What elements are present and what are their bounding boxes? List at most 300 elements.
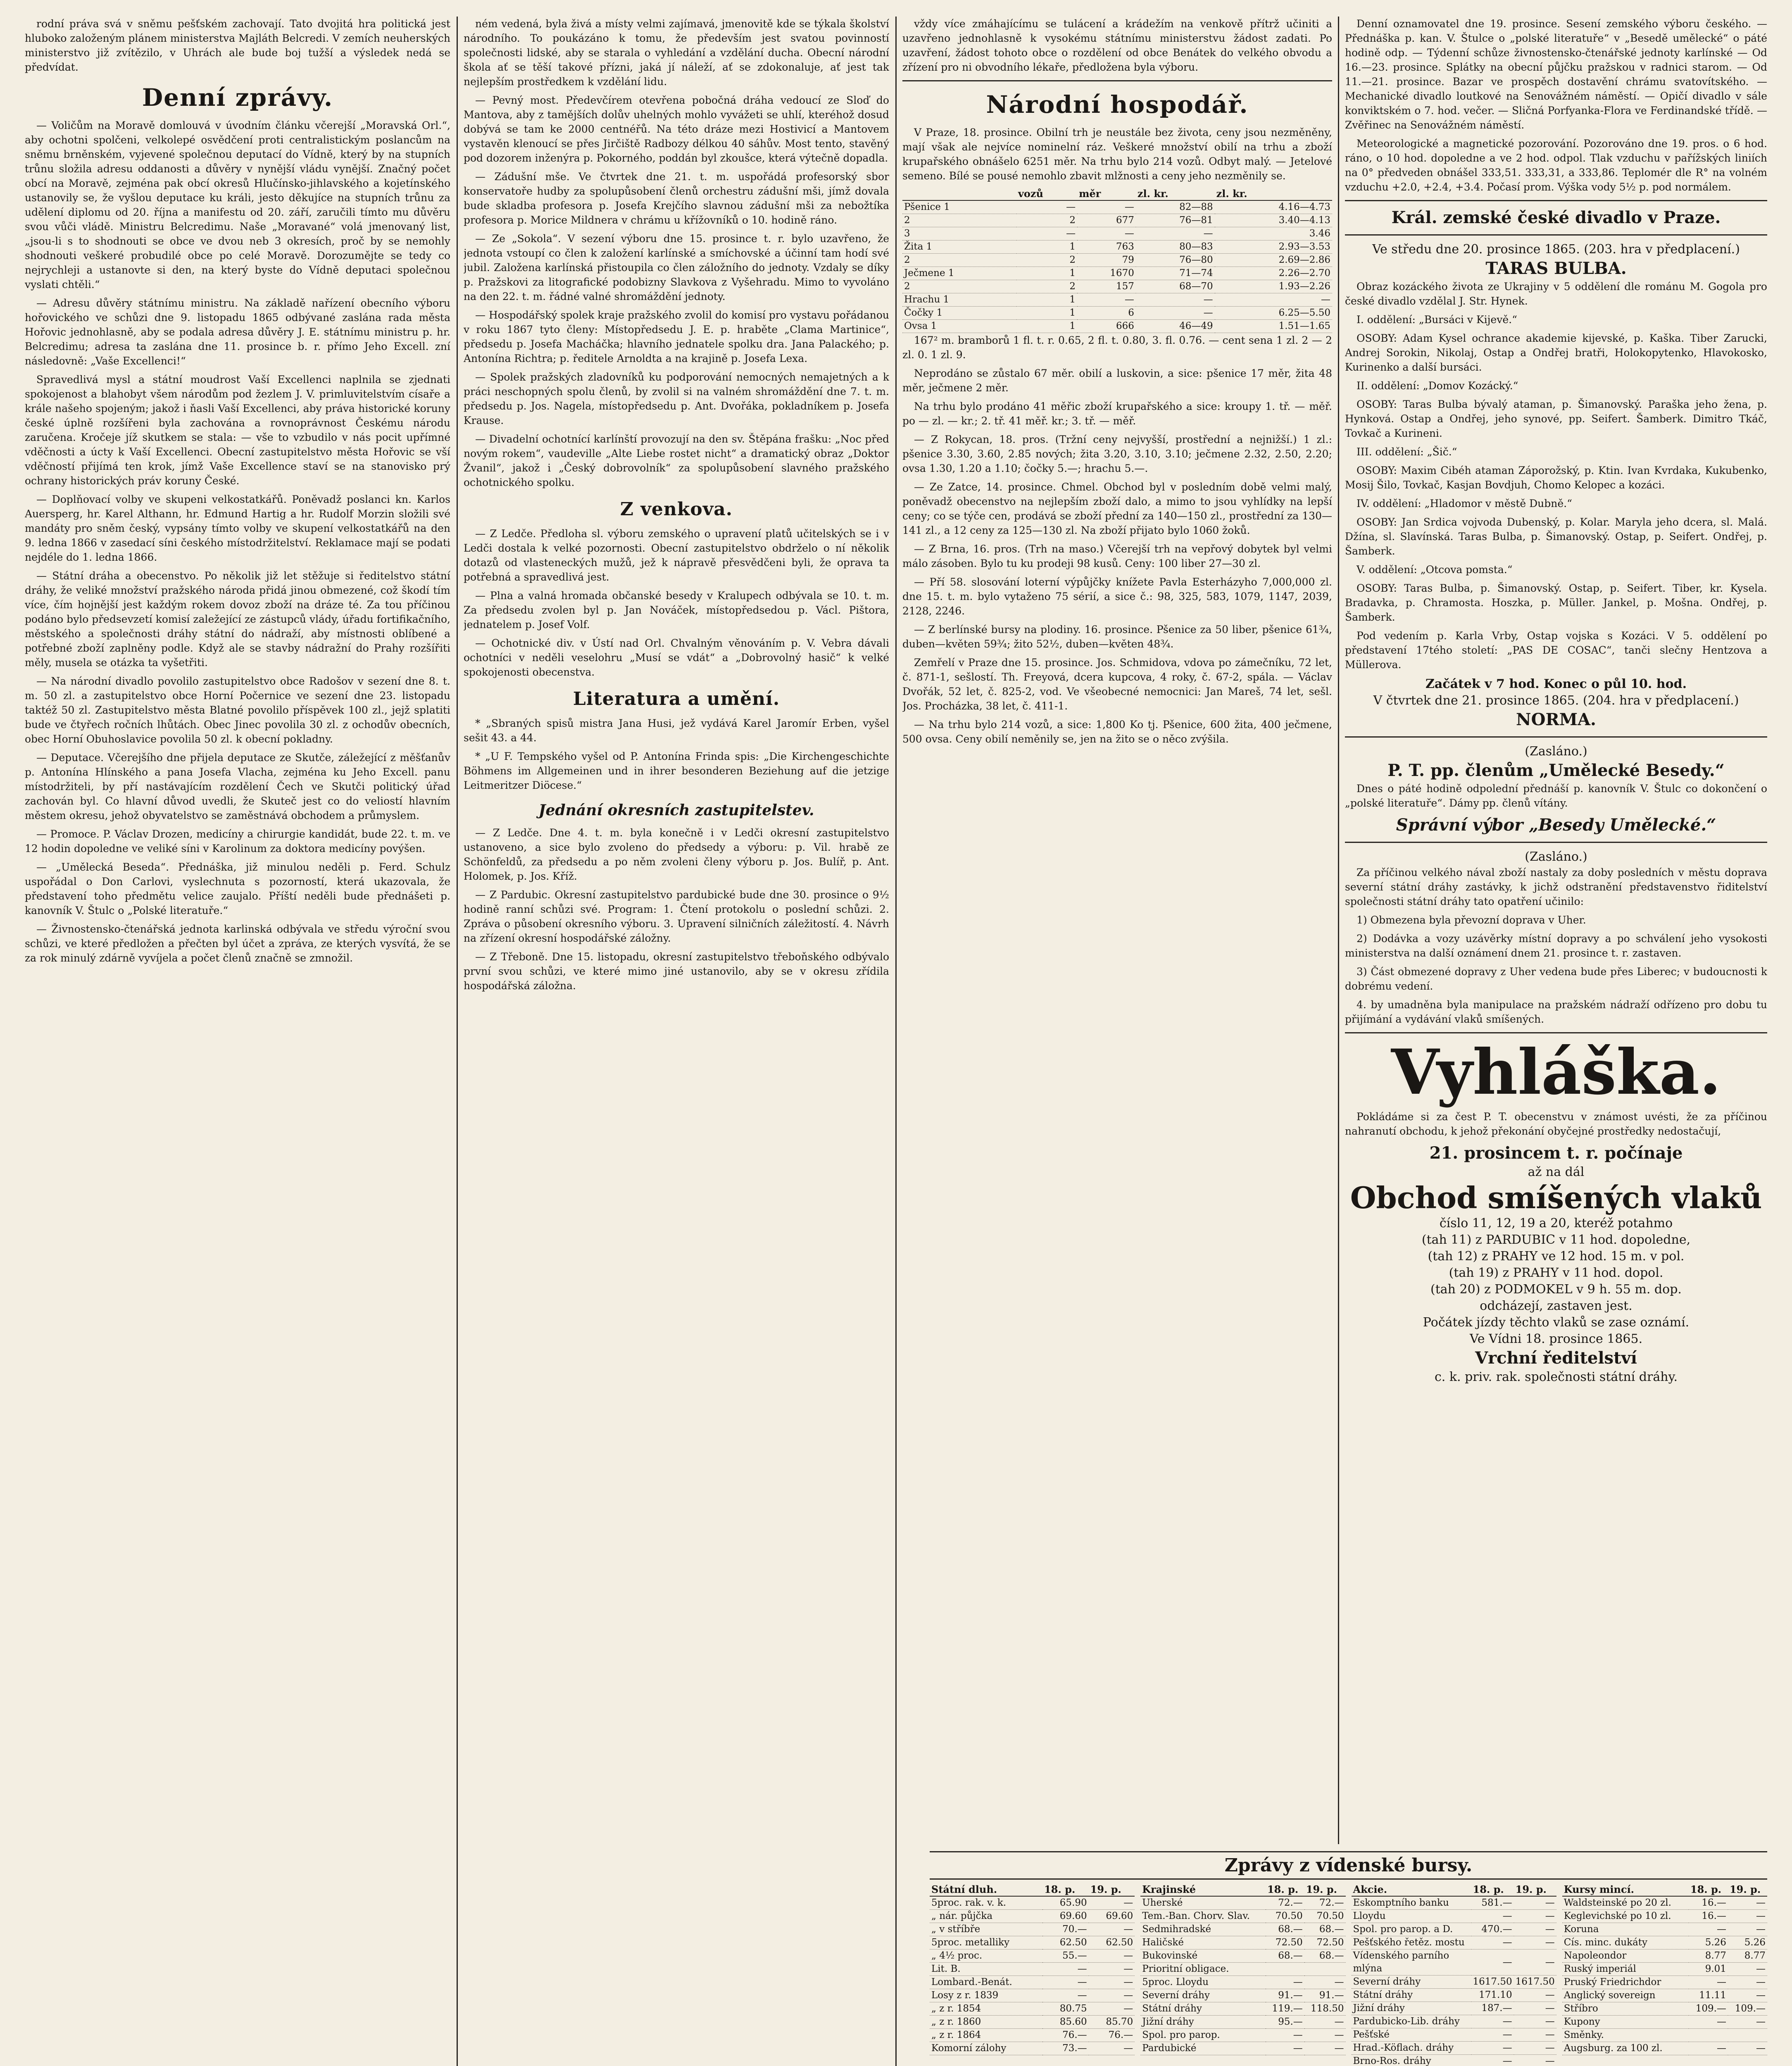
- bursa-grid: [930, 1883, 1767, 2066]
- table-row: [1140, 1989, 1345, 2002]
- theatre-section: OSOBY: Adam Kysel ochrance akademie kijevské, p. Kaška. Tiber Zarucki, Andrej Sorokin, Nikolaj, Ostap a Ondřej bratři, Holokopytenko, Hlavokosko, Kurinenko a další bursáci.: [1345, 332, 1767, 373]
- table-cell: 91.—: [1304, 1989, 1346, 2002]
- table-cell: 11.11: [1689, 1989, 1728, 2002]
- article-paragraph: * „U F. Tempského vyšel od P. Antonína Frinda spis: „Die Kirchengeschichte Böhmens im Allgemeinen und in ihrer besonderen Beziehung auf die jetzige Leitmeritzer Diöcese.“: [464, 750, 889, 791]
- table-cell: —: [1304, 2042, 1346, 2055]
- table-cell: —: [1304, 2016, 1346, 2029]
- table-cell: 70.50: [1304, 1910, 1346, 1923]
- bursa-table-body: [1352, 1896, 1556, 2066]
- table-cell: 1: [1016, 240, 1077, 254]
- table-header-cell: Krajinské: [1140, 1883, 1266, 1896]
- table-cell: —: [1514, 2028, 1556, 2042]
- table-cell: 1: [1016, 307, 1077, 320]
- table-cell: 62.50: [1089, 1936, 1135, 1949]
- theatre-title: Král. zemské české divadlo v Praze.: [1391, 208, 1721, 227]
- bursa-column-state-debt: [930, 1883, 1135, 2066]
- theatre-play: TARAS BULBA.: [1485, 259, 1627, 278]
- article-paragraph: — Pří 58. slosování loterní výpůjčky knížete Pavla Esterházyho 7,000,000 zl. dne 15. t. m. bylo vytaženo 75 sérií, a sice č.: 98, 325, 583, 1079, 1147, 2039, 2128, 2246.: [902, 576, 1332, 617]
- table-header-cell: Státní dluh.: [930, 1883, 1042, 1896]
- table-cell: 109.—: [1728, 2002, 1767, 2016]
- article-paragraph: Spravedlivá mysl a státní moudrost Vaší Excellenci naplnila se zjednati spokojenost a blahobyt všem národům pod žezlem J. V. primluvitelstvím císaře a krále našeho spojeným; jakož i ňasli Vaší Excellenci, aby práva historické koruny české úplně rozšířeni byla zachována a rovnoprávnost Českému národu zaručena. Kročeje jíž skutkem se stala: — vše to vzbudilo v nás pocit upřímné vděčnosti a úcty k Vaší Excellenci. Obecní zastupitelstvo města Hořovic se vší vděčností přijímá ten krok, jímž Vaše Excellence staví se na stanovisko prý ochrany historických práv koruny České.: [25, 374, 450, 487]
- table-cell: 76—80: [1136, 254, 1215, 267]
- table-cell: —: [1728, 2016, 1767, 2029]
- table-cell: Koruna: [1562, 1923, 1689, 1936]
- theatre-start-time: Začátek v 7 hod. Konec o půl 10. hod.: [1425, 677, 1687, 691]
- column-divider: [1338, 17, 1339, 1844]
- article-paragraph: — Voličům na Moravě domlouvá v úvodním článku včerejší „Moravská Orl.“, aby ochotni spolčeni, velkolepé osvědčení proti centralistickým poslancům na sněmu brněnském, vyjevené společnou deputací do Vídně, který by na stupních trůnu složila adresu oddanosti a důvěry v nynější vládu vynější. Značný počet obcí na Moravě, zejména pak obcí okresů Hlučínsko-jihlavského a kojetínského ustanovily se, že vyšlou deputace ku králi, jesto děkujíce na stupních trůnu za udělení diplomu od 20. října a manifestu od 20. září, zaručili tímto mu důvěru svou vůči vládě. Ministru Belcredimu. Naše „Moravané“ volá jmenovaný list, „jsou-li s to shodnouti se obce ve dvou neb 3 okresích, proč by se nemohly shodnouti veškeré probudilé obce po celé Moravě. Dorozumějte se tedy co nejrychleji a ustanovte si den, na který byste do Vídně deputaci společnou vyslati chtěli.“: [25, 119, 450, 290]
- table-row: [1140, 2042, 1345, 2055]
- table-cell: Pšenice 1: [902, 200, 1016, 214]
- table-cell: —: [1514, 2055, 1556, 2066]
- section-heading-economy: Národní hospodář.: [986, 90, 1249, 119]
- table-cell: —: [1728, 1989, 1767, 2002]
- table-header-cell: 19. p.: [1304, 1883, 1346, 1896]
- table-row: [902, 307, 1332, 320]
- table-cell: [1266, 1963, 1304, 1976]
- table-cell: —: [1304, 2029, 1346, 2042]
- table-row: [902, 214, 1332, 227]
- table-header-cell: měr: [1077, 187, 1136, 200]
- table-cell: 4.16—4.73: [1215, 200, 1332, 214]
- section-heading-countryside: Z venkova.: [620, 499, 733, 520]
- section-heading-literature: Literatura a umění.: [573, 688, 780, 709]
- notice-date: 21. prosincem t. r. počínaje: [1429, 1143, 1683, 1163]
- table-cell: 677: [1077, 214, 1136, 227]
- table-row: [1562, 1923, 1767, 1936]
- table-cell: 76—81: [1136, 214, 1215, 227]
- theatre-section: V. oddělení: „Otcova pomsta.“: [1356, 564, 1513, 576]
- table-row: [930, 1963, 1135, 1976]
- theatre-closing: Pod vedením p. Karla Vrby, Ostap vojska s Kozáci. V 5. oddělení po představení 17tého století: „PAS DE COSAC“, tanči slečny Hentzova a Müllerova.: [1345, 630, 1767, 671]
- notice-restart: Počátek jízdy těchto vlaků se zase oznámí.: [1423, 1315, 1690, 1330]
- table-row: [930, 1936, 1135, 1949]
- table-cell: Eskomptního banku: [1352, 1896, 1471, 1910]
- article-paragraph: ném vedená, byla živá a místy velmi zajímavá, jmenovitě kde se týkala školství národního. To poukázáno k tomu, že především jest svatou povinností společnosti lidské, aby se starala o vyhledání a vzdělání ducha. Obecní národní škola ať se těší takové přízni, jaká jí náleží, ať se zdokonaluje, ať jest tak nejlepším prostředkem k vzdělání lidu.: [464, 18, 889, 88]
- table-cell: 91.—: [1266, 1989, 1304, 2002]
- table-cell: —: [1266, 2042, 1304, 2055]
- table-cell: —: [1136, 227, 1215, 240]
- table-cell: 666: [1077, 320, 1136, 333]
- table-cell: —: [1728, 1963, 1767, 1976]
- table-cell: Pardubicko-Lib. dráhy: [1352, 2015, 1471, 2028]
- theatre-date: Ve středu dne 20. prosince 1865. (203. hra v předplacení.): [1372, 242, 1740, 257]
- table-cell: Pešťského řetěz. mostu: [1352, 1936, 1471, 1949]
- table-row: [902, 267, 1332, 280]
- table-cell: 1617.50: [1471, 1976, 1514, 1989]
- article-paragraph: vždy více zmáhajícímu se tulácení a krádežím na venkově přítrž učiniti a uzavřeno jednohlasně k vysokému státnímu ministerstvu žádost zadati. Po uzavření, žádost tohoto obce o rozdělení od obce Benátek do velkého obvodu a zřízení pro ni obvodního lékaře, předložena byla výboru.: [902, 18, 1332, 73]
- bursa-table: [1352, 1883, 1556, 2066]
- bursa-column-shares: [1352, 1883, 1556, 2066]
- table-row: [1352, 1910, 1556, 1923]
- table-header-cell: 18. p.: [1042, 1883, 1089, 1896]
- theatre-section: II. oddělení: „Domov Kozácký.“: [1356, 380, 1518, 392]
- table-row: [930, 2042, 1135, 2055]
- theatre-section: III. oddělení: „Šič.“: [1356, 446, 1457, 458]
- table-row: [930, 2002, 1135, 2016]
- table-cell: Tem.-Ban. Chorv. Slav.: [1140, 1910, 1266, 1923]
- table-cell: 5proc. rak. v. k.: [930, 1896, 1042, 1910]
- bursa-title: Zprávy z vídenské bursy.: [930, 1851, 1767, 1880]
- table-header-cell: [902, 187, 1016, 200]
- table-cell: Lit. B.: [930, 1963, 1042, 1976]
- table-row: [1352, 2002, 1556, 2015]
- article-paragraph: Denní oznamovatel dne 19. prosince. Sesení zemského výboru českého. — Přednáška p. kan. V. Štulce o „polské literatuře“ v „Besedě umělecké“ o páté hodině odp. — Týdenní schůze živnostensko-čtenářské jednoty karlínské — Od 16.—23. prosince. Splátky na obecní půjčku pražskou v radnici starom. — Od 11.—21. prosince. Bazar ve prospěch dostavění chrámu svatovítského. — Mechanické divadlo loutkové na Senovážném náměstí. — Opičí divadlo v sále konviktském o 7. hod. večer. — Sličná Porfyanka-Flora ve Ferdinandské třídě. — Zvěřinec na Senovážném náměstí.: [1345, 18, 1767, 131]
- notice-train: (tah 20) z PODMOKEL v 9 h. 55 m. dop.: [1430, 1282, 1682, 1297]
- table-cell: —: [1514, 1896, 1556, 1910]
- section-divider: [1345, 736, 1767, 738]
- zaslano-tag: (Zasláno.): [1525, 850, 1587, 864]
- table-cell: 2.93—3.53: [1215, 240, 1332, 254]
- notice-train: (tah 11) z PARDUBIC v 11 hod. dopoledne,: [1421, 1233, 1691, 1247]
- table-cell: 79: [1077, 254, 1136, 267]
- table-cell: Ječmene 1: [902, 267, 1016, 280]
- section-divider: [1345, 234, 1767, 236]
- table-cell: —: [1728, 1976, 1767, 1989]
- table-cell: Státní dráhy: [1140, 2002, 1266, 2016]
- article-paragraph: — Z Pardubic. Okresní zastupitelstvo pardubické bude dne 30. prosince o 9½ hodině ranní schůzi své. Program: 1. Čtení protokolu o poslední schůzi. 2. Zpráva o působení okresního výboru. 3. Upravení silničních záležitostí. 4. Návrh na zřízení okresní hospodářské záložny.: [464, 889, 889, 944]
- column-divider: [457, 17, 458, 2066]
- table-cell: [1304, 1963, 1346, 1976]
- notice-signature: Vrchní ředitelství: [1475, 1348, 1637, 1368]
- article-paragraph: — Spolek pražských zladovníků ku podporování nemocných nemajetných a k práci neschopných spolu členů, by zvolil si na valném shromáždění dne 7. t. m. předsedu p. Jos. Nagela, místopředsedu p. Ant. Dvořáka, pokladníkem p. Josefa Krause.: [464, 371, 889, 426]
- table-cell: 1670: [1077, 267, 1136, 280]
- table-header-cell: 18. p.: [1471, 1883, 1514, 1896]
- table-cell: Prioritní obligace.: [1140, 1963, 1266, 1976]
- table-cell: 72.50: [1266, 1936, 1304, 1949]
- notice-train: (tah 19) z PRAHY v 11 hod. dopol.: [1449, 1266, 1663, 1280]
- table-cell: 16.—: [1689, 1910, 1728, 1923]
- theatre-section: IV. oddělení: „Hladomor v městě Dubně.“: [1356, 497, 1572, 509]
- table-cell: 82—88: [1136, 200, 1215, 214]
- table-cell: —: [1089, 1976, 1135, 1989]
- table-cell: Severní dráhy: [1140, 1989, 1266, 2002]
- table-row: [930, 1989, 1135, 2002]
- table-row: [902, 240, 1332, 254]
- table-cell: 8.77: [1728, 1949, 1767, 1963]
- table-cell: 73.—: [1042, 2042, 1089, 2055]
- table-cell: 62.50: [1042, 1936, 1089, 1949]
- table-cell: —: [1471, 2055, 1514, 2066]
- table-cell: 2.69—2.86: [1215, 254, 1332, 267]
- table-header-row: [1352, 1883, 1556, 1896]
- bursa-table: [930, 1883, 1135, 2055]
- bursa-column-regional: [1140, 1883, 1345, 2066]
- table-cell: Ovsa 1: [902, 320, 1016, 333]
- zaslano-item: 4. by umadněna byla manipulace na pražském nádraží odřízeno pro dobu tu přijímání a vydávání vlaků smíšených.: [1345, 999, 1767, 1025]
- notice-signature-sub: c. k. priv. rak. společnosti státní dráhy.: [1434, 1370, 1678, 1384]
- article-paragraph: — Hospodářský spolek kraje pražského zvolil do komisí pro vystavu pořádanou v roku 1867 tyto členy: Místopředsedu J. E. p. hraběte „Clama Martinice“, předsedu p. Josefa Macháčka; hlavního jednatele spolku dra. Jana Palackého; p. Antonína Richtra; p. ředitele Arnoldta a na krajině p. Josefa Lexa.: [464, 309, 889, 364]
- section-heading-daily-news: Denní zprávy.: [142, 83, 333, 112]
- table-row: [1562, 1896, 1767, 1910]
- section-heading-district-councils: Jednání okresních zastupitelstev.: [538, 802, 814, 819]
- table-cell: 2: [902, 214, 1016, 227]
- table-header-row: [1140, 1883, 1345, 1896]
- table-cell: 8.77: [1689, 1949, 1728, 1963]
- zaslano-signature: Správní výbor „Besedy Umělecké.“: [1396, 815, 1716, 835]
- article-paragraph: — Z Ledče. Dne 4. t. m. byla konečně i v Ledči okresní zastupitelstvo ustanoveno, a sice bylo zvoleno do předsedy a výboru: p. Vil. hrabě ze Schönfeldů, za předsedu a po něm zvoleni členy výboru p. Jos. Bulíř, p. Ant. Holomek, p. Jos. Kříž.: [464, 827, 889, 882]
- table-cell: 470.—: [1471, 1923, 1514, 1936]
- table-cell: 1617.50: [1514, 1976, 1556, 1989]
- table-row: [1140, 1949, 1345, 1963]
- article-paragraph: — Deputace. Včerejšího dne přijela deputace ze Skutče, záležející z měšťanův p. Antonína Hlínského a pana Josefa Vlacha, zejména ku Jeho Excell. panu místodržiteli, by pří nastávajícím rozdělení Čech ve Skutči politický úřad zachován byl. Co hlavní důvod uvedli, že Skuteč jest co do veliostí hlavním městem okresu, jehož obyvatelstvo se zaměstnává obchodem a průmyslem.: [25, 752, 450, 821]
- table-cell: 70.—: [1042, 1923, 1089, 1936]
- table-row: [1140, 1936, 1345, 1949]
- table-cell: 109.—: [1689, 2002, 1728, 2016]
- table-cell: 2: [1016, 280, 1077, 293]
- table-cell: 85.70: [1089, 2016, 1135, 2029]
- table-cell: —: [1077, 200, 1136, 214]
- notice-title: Obchod smíšených vlaků: [1350, 1180, 1762, 1215]
- table-row: [1352, 2028, 1556, 2042]
- article-paragraph: * „Sbraných spisů mistra Jana Husi, jež vydává Karel Jaromír Erben, vyšel sešit 43. a 44.: [464, 717, 889, 744]
- table-row: [1140, 1896, 1345, 1910]
- table-row: [902, 293, 1332, 307]
- table-cell: —: [1689, 1976, 1728, 1989]
- table-cell: Stříbro: [1562, 2002, 1689, 2016]
- table-cell: —: [1728, 2042, 1767, 2055]
- column-3: [902, 17, 1332, 1844]
- table-cell: Napoleondor: [1562, 1949, 1689, 1963]
- table-row: [1562, 1949, 1767, 1963]
- table-row: [1352, 1976, 1556, 1989]
- table-cell: Žita 1: [902, 240, 1016, 254]
- table-header-row: [902, 187, 1332, 200]
- table-row: [1352, 1936, 1556, 1949]
- table-cell: —: [1042, 1963, 1089, 1976]
- table-cell: Spol. pro parop.: [1140, 2029, 1266, 2042]
- article-paragraph: — Adresu důvěry státnímu ministru. Na základě nařízení obecního výboru hořovického ve schůzi dne 9. listopadu 1865 odbývané zaslána rada města Hořovic jednohlasně, aby se podala adresa důvěry J. E. státnímu ministru p. hr. Belcredimu; adresa ta zaslána dne 11. prosince b. r. přímo Jeho Excell. zní následovně: „Vaše Excellenci!“: [25, 297, 450, 367]
- table-row: [930, 1923, 1135, 1936]
- article-paragraph: — Ze „Sokola“. V sezení výboru dne 15. prosince t. r. bylo uzavřeno, že jednota vstoupí co člen k založení karlínské a smíchovské a účinní tam hodí své jubil. Založena karlínská přistoupila co člen záložního do jednoty. Vzdaly se díky p. Pražskovi za litografické podobizny Slavkova z Vyšehradu. Mimo to vyvoláno na den 22. t. m. řádné valné shromáždění jednoty.: [464, 233, 889, 302]
- table-header-cell: 19. p.: [1728, 1883, 1767, 1896]
- table-cell: 76.—: [1089, 2029, 1135, 2042]
- table-cell: —: [1089, 1923, 1135, 1936]
- table-cell: —: [1514, 1936, 1556, 1949]
- table-cell: 5.26: [1689, 1936, 1728, 1949]
- notice-continuation: až na dál: [1528, 1165, 1585, 1179]
- table-cell: 2: [1016, 214, 1077, 227]
- table-cell: Severní dráhy: [1352, 1976, 1471, 1989]
- column-2: [464, 17, 889, 2066]
- table-row: [1140, 2016, 1345, 2029]
- table-cell: 65.90: [1042, 1896, 1089, 1910]
- zaslano-tag: (Zasláno.): [1525, 744, 1587, 759]
- table-row: [902, 280, 1332, 293]
- table-cell: Hrad.-Köflach. dráhy: [1352, 2042, 1471, 2055]
- table-cell: —: [1077, 227, 1136, 240]
- table-cell: Waldsteinské po 20 zl.: [1562, 1896, 1689, 1910]
- table-row: [1562, 1936, 1767, 1949]
- article-paragraph: Neprodáno se zůstalo 67 měr. obilí a luskovin, a sice: pšenice 17 měr, žita 48 měr, ječmene 2 měr.: [902, 367, 1332, 394]
- table-cell: Státní dráhy: [1352, 1989, 1471, 2002]
- table-cell: Bukovinské: [1140, 1949, 1266, 1963]
- table-cell: —: [1304, 1976, 1346, 1989]
- table-cell: —: [1042, 1976, 1089, 1989]
- table-cell: 85.60: [1042, 2016, 1089, 2029]
- table-cell: —: [1266, 1976, 1304, 1989]
- table-row: [1562, 2029, 1767, 2042]
- table-cell: 3.46: [1215, 227, 1332, 240]
- table-cell: 1: [1016, 320, 1077, 333]
- table-row: [930, 1976, 1135, 1989]
- section-divider: [1345, 200, 1767, 201]
- article-paragraph: — Státní dráha a obecenstvo. Po několik již let stěžuje si ředitelstvo státní dráhy, že veliké množství pražského národa přidá jinou obmezené, což škodí tím více, čím hojnější jest každým rokem dovoz zboží na dráze té. Za tou příčinou podáno bylo předsevzetí komisí zaležející ze zástupců vlády, úřadu fortifikačního, městského a společnosti dráhy státní do nádraží, aby místnosti oblíbené a potřebné zboží zaplněny podle. Když ale se stavby nádražní do Prahy rozšířiti měly, musela se otázka ta vyšetřiti.: [25, 570, 450, 669]
- article-paragraph: — „Umělecká Beseda“. Přednáška, již minulou neděli p. Ferd. Schulz uspořádal o Don Carlovi, vyslechnuta s pozorností, která ukazovala, že představení toho předmětu velice zaujalo. Příští neděli bude přednášeti p. kanovník V. Štulc o „Polské literatuře.“: [25, 861, 450, 916]
- table-cell: 5proc. Lloydu: [1140, 1976, 1266, 1989]
- article-paragraph: — Divadelní ochotnící karlínští provozují na den sv. Štěpána frašku: „Noc před novým rokem“, vaudeville „Alte Liebe rostet nicht“ a dramatický obraz „Doktor Žvanil“, jakož i „Český dobrovolník“ za spolupůsobení slavného pražského ochotnického spolku.: [464, 433, 889, 488]
- article-paragraph: — Z Ledče. Předloha sl. výboru zemského o upravení platů učitelských se i v Ledči dostala k velké pozornosti. Obecní zastupitelstvo obdrželo o ní několik dotazů od vlasteneckých mužů, jež k nápravě přesvědčeni byli, že oprava ta potřebná a spravedlivá jest.: [464, 528, 889, 583]
- table-cell: —: [1215, 293, 1332, 307]
- grain-price-table: [902, 187, 1332, 333]
- article-paragraph: — Ochotnické div. v Ústí nad Orl. Chvalným věnováním p. V. Vebra dávali ochotníci v neděli veselohru „Musí se vdát“ a „Dobrovolný hasič“ k velké spokojenosti obecenstva.: [464, 637, 889, 678]
- table-cell: —: [1136, 307, 1215, 320]
- table-row: [1140, 1923, 1345, 1936]
- table-cell: [1728, 2029, 1767, 2042]
- table-cell: „ v stříbře: [930, 1923, 1042, 1936]
- article-paragraph: — Z Třeboně. Dne 15. listopadu, okresní zastupitelstvo třeboňského odbývalo první svou schůzi, ve které mimo jiné ustanovilo, aby se v okresu zřídila hospodářská záložna.: [464, 951, 889, 992]
- grain-price-table-body: [902, 200, 1332, 333]
- table-cell: Směnky.: [1562, 2029, 1689, 2042]
- table-cell: Losy z r. 1839: [930, 1989, 1042, 2002]
- table-cell: 581.—: [1471, 1896, 1514, 1910]
- table-header-cell: Kursy mincí.: [1562, 1883, 1689, 1896]
- table-row: [930, 2029, 1135, 2042]
- article-paragraph: Na trhu bylo prodáno 41 měřic zboží krupařského a sice: kroupy 1. tř. — měř. po — zl. — kr.; 2. tř. 41 měř. kr.; 3. tř. — měř.: [902, 400, 1332, 427]
- table-row: [1140, 2029, 1345, 2042]
- article-paragraph: — Promoce. P. Václav Drozen, medicíny a chirurgie kandidát, bude 22. t. m. ve 12 hodin dopoledne ve veliké síni v Karolinum za doktora medicíny povýšen.: [25, 828, 450, 854]
- article-paragraph: — Z Brna, 16. pros. (Trh na maso.) Včerejší trh na vepřový dobytek byl velmi málo zásoben. Bylo tu ku prodeji 98 kusů. Ceny: 100 liber 27—30 zl.: [902, 543, 1332, 569]
- article-paragraph: — Na trhu bylo 214 vozů, a sice: 1,800 Ko tj. Pšenice, 600 žita, 400 ječmene, 500 ovsa. Ceny obilí neměnily se, jen na žito se o něco zvýšila.: [902, 719, 1332, 745]
- table-cell: 157: [1077, 280, 1136, 293]
- table-cell: 6.25—5.50: [1215, 307, 1332, 320]
- table-row: [1562, 2002, 1767, 2016]
- table-cell: Lombard.-Benát.: [930, 1976, 1042, 1989]
- bursa-column-coins: [1562, 1883, 1767, 2066]
- table-cell: 69.60: [1042, 1910, 1089, 1923]
- table-row: [902, 254, 1332, 267]
- zaslano-text: Za příčinou velkého nával zboží nastaly za doby posledních v městu doprava severní státní dráhy zastávky, k jichž odstranění představenstvo řiditelství společnosti státní dráhy tato opatření učinilo:: [1345, 866, 1767, 907]
- table-cell: —: [1728, 1896, 1767, 1910]
- theatre-section: OSOBY: Jan Srdica vojvoda Dubenský, p. Kolar. Maryla jeho dcera, sl. Malá. Džína, sl. Slavínská. Taras Bulba, p. Šimanovský. Ostap, p. Seifert. Ondřej, p. Šamberk.: [1345, 516, 1767, 557]
- table-cell: —: [1089, 2042, 1135, 2055]
- table-cell: —: [1471, 2015, 1514, 2028]
- table-cell: —: [1728, 1923, 1767, 1936]
- table-row: [1562, 1976, 1767, 1989]
- table-cell: 68.—: [1266, 1923, 1304, 1936]
- table-cell: 95.—: [1266, 2016, 1304, 2029]
- table-cell: —: [1689, 2016, 1728, 2029]
- table-cell: „ z r. 1864: [930, 2029, 1042, 2042]
- market-intro: V Praze, 18. prosince. Obilní trh je neustále bez života, ceny jsou nezměněny, mají však ale nejvíce nominelní ráz. Veškeré množství obilí na trhu a zboží krupařského obnášelo 6251 měr. Na trhu bylo 214 vozů. Odbyt malý. — Jetelové semeno. Bílé se pousé nemohlo zbavit mlžnosti a ceny jeho nezměnily se.: [902, 126, 1332, 182]
- table-cell: 1: [1016, 293, 1077, 307]
- bursa-table-body: [930, 1896, 1135, 2055]
- bursa-table: [1140, 1883, 1345, 2055]
- vienna-stock-exchange-box: [930, 1851, 1767, 2066]
- table-cell: —: [1689, 1923, 1728, 1936]
- market-footer: 167² m. bramborů 1 fl. t. r. 0.65, 2 fl. t. 0.80, 3. fl. 0.76. — cent sena 1 zl. 2 — 2 zl. 0. 1 zl. 9.: [902, 334, 1332, 361]
- table-row: [1562, 1910, 1767, 1923]
- zaslano-text: Dnes o páté hodině odpolední přednáší p. kanovník V. Štulc co dokončení o „polské literatuře“. Dámy pp. členů vítány.: [1345, 783, 1767, 809]
- table-cell: Pruský Friedrichdor: [1562, 1976, 1689, 1989]
- bursa-table-body: [1140, 1896, 1345, 2055]
- table-cell: Keglevichské po 10 zl.: [1562, 1910, 1689, 1923]
- table-header-cell: 19. p.: [1089, 1883, 1135, 1896]
- table-cell: 119.—: [1266, 2002, 1304, 2016]
- table-row: [1352, 1949, 1556, 1976]
- theatre-section: OSOBY: Taras Bulba, p. Šimanovský. Ostap, p. Seifert. Tiber, kr. Kysela. Bradavka, p. Chramosta. Hoszka, p. Müller. Jankel, p. Mošna. Ondřej, p. Šamberk.: [1345, 582, 1767, 623]
- table-cell: Uherské: [1140, 1896, 1266, 1910]
- zaslano-title: P. T. pp. členům „Umělecké Besedy.“: [1387, 761, 1725, 780]
- table-row: [1140, 2002, 1345, 2016]
- notice-intro: číslo 11, 12, 19 a 20, kteréž potahmo: [1439, 1216, 1673, 1231]
- table-cell: „ z r. 1860: [930, 2016, 1042, 2029]
- table-row: [930, 1896, 1135, 1910]
- table-cell: 69.60: [1089, 1910, 1135, 1923]
- table-row: [902, 320, 1332, 333]
- table-cell: Jižní dráhy: [1352, 2002, 1471, 2015]
- notice-text: Pokládáme si za čest P. T. obecenstvu v známost uvésti, že za příčinou nahranutí obchodu, k jehož překonání obyčejné prostředky nedostačují,: [1345, 1111, 1767, 1137]
- table-cell: 2.26—2.70: [1215, 267, 1332, 280]
- table-cell: Cís. minc. dukáty: [1562, 1936, 1689, 1949]
- table-row: [1562, 1989, 1767, 2002]
- table-cell: 187.—: [1471, 2002, 1514, 2015]
- table-cell: —: [1514, 2002, 1556, 2015]
- table-cell: Sedmihradské: [1140, 1923, 1266, 1936]
- table-cell: 70.50: [1266, 1910, 1304, 1923]
- article-paragraph: Zemřelí v Praze dne 15. prosince. Jos. Schmidova, vdova po zámečníku, 72 let, č. 871-1, sešlostí. Th. Freyová, dcera kupcova, 4 roky, č. 67-2, spála. — Václav Dvořák, 52 let, č. 825-2, vod. Ve všeobecné nemocnici: Jan Mareš, 74 let, sešl. Jos. Procházka, 38 let, č. 411-1.: [902, 657, 1332, 712]
- table-cell: 2: [902, 280, 1016, 293]
- table-header-cell: 18. p.: [1266, 1883, 1304, 1896]
- table-cell: 72.50: [1304, 1936, 1346, 1949]
- table-row: [1562, 2042, 1767, 2055]
- table-cell: —: [1514, 1949, 1556, 1976]
- table-cell: „ nár. půjčka: [930, 1910, 1042, 1923]
- table-row: [1352, 1989, 1556, 2002]
- table-cell: —: [1266, 2029, 1304, 2042]
- theatre-section: OSOBY: Maxim Cibéh ataman Záporožský, p. Ktin. Ivan Kvrdaka, Kukubenko, Mosij Šilo, Tovkač, Kasjan Bovdjuh, Chomo Kelopec a kozáci.: [1345, 464, 1767, 491]
- table-cell: —: [1471, 2042, 1514, 2055]
- table-cell: —: [1514, 2015, 1556, 2028]
- next-play-date: V čtvrtek dne 21. prosince 1865. (204. hra v předplacení.): [1373, 693, 1739, 708]
- table-cell: —: [1089, 1896, 1135, 1910]
- table-cell: 72.—: [1266, 1896, 1304, 1910]
- table-cell: —: [1728, 1910, 1767, 1923]
- article-paragraph: — Z berlínské bursy na plodiny. 16. prosince. Pšenice za 50 liber, pšenice 61¾, duben—květen 59¾; žito 52½, duben—květen 48¾.: [902, 624, 1332, 650]
- table-header-cell: 19. p.: [1514, 1883, 1556, 1896]
- table-cell: Čočky 1: [902, 307, 1016, 320]
- zaslano-item: 2) Dodávka a vozy uzávěrky místní dopravy a po schválení jeho vysokosti ministerstva na další oznámení dnem 21. prosince t. r. zastaven.: [1345, 933, 1767, 959]
- table-cell: „ 4½ proc.: [930, 1949, 1042, 1963]
- table-cell: 72.—: [1304, 1896, 1346, 1910]
- table-cell: —: [1016, 200, 1077, 214]
- table-row: [1352, 2055, 1556, 2066]
- table-cell: 5proc. metalliky: [930, 1936, 1042, 1949]
- table-row: [1140, 1963, 1345, 1976]
- section-divider: [902, 80, 1332, 81]
- article-paragraph: — Ze Zatce, 14. prosince. Chmel. Obchod byl v posledním době velmi malý, poněvadž obecenstvo na nejlepším zboží dalo, a mimo to jsou vyhlídky na lepší ceny; co se týče cen, prodává se zboží přední za 140—150 zl., prostřední za 130—141 zl., a 12 ceny za 125—130 zl. Na zboží přijato bylo 1060 žoků.: [902, 481, 1332, 536]
- table-cell: —: [1136, 293, 1215, 307]
- table-cell: Kupony: [1562, 2016, 1689, 2029]
- next-play: NORMA.: [1516, 710, 1596, 729]
- table-cell: —: [1514, 2042, 1556, 2055]
- article-paragraph: — Plna a valná hromada občanské besedy v Kralupech odbývala se 10. t. m. Za předsedu zvolen byl p. Jan Nováček, místopředsedou p. Václ. Pištora, jednatelem p. Josef Volf.: [464, 590, 889, 631]
- notice-heading: Vyhláška.: [1391, 1036, 1721, 1109]
- table-cell: —: [1042, 1989, 1089, 2002]
- table-cell: 55.—: [1042, 1949, 1089, 1963]
- table-row: [930, 2016, 1135, 2029]
- table-cell: —: [1089, 1963, 1135, 1976]
- table-row: [1562, 2016, 1767, 2029]
